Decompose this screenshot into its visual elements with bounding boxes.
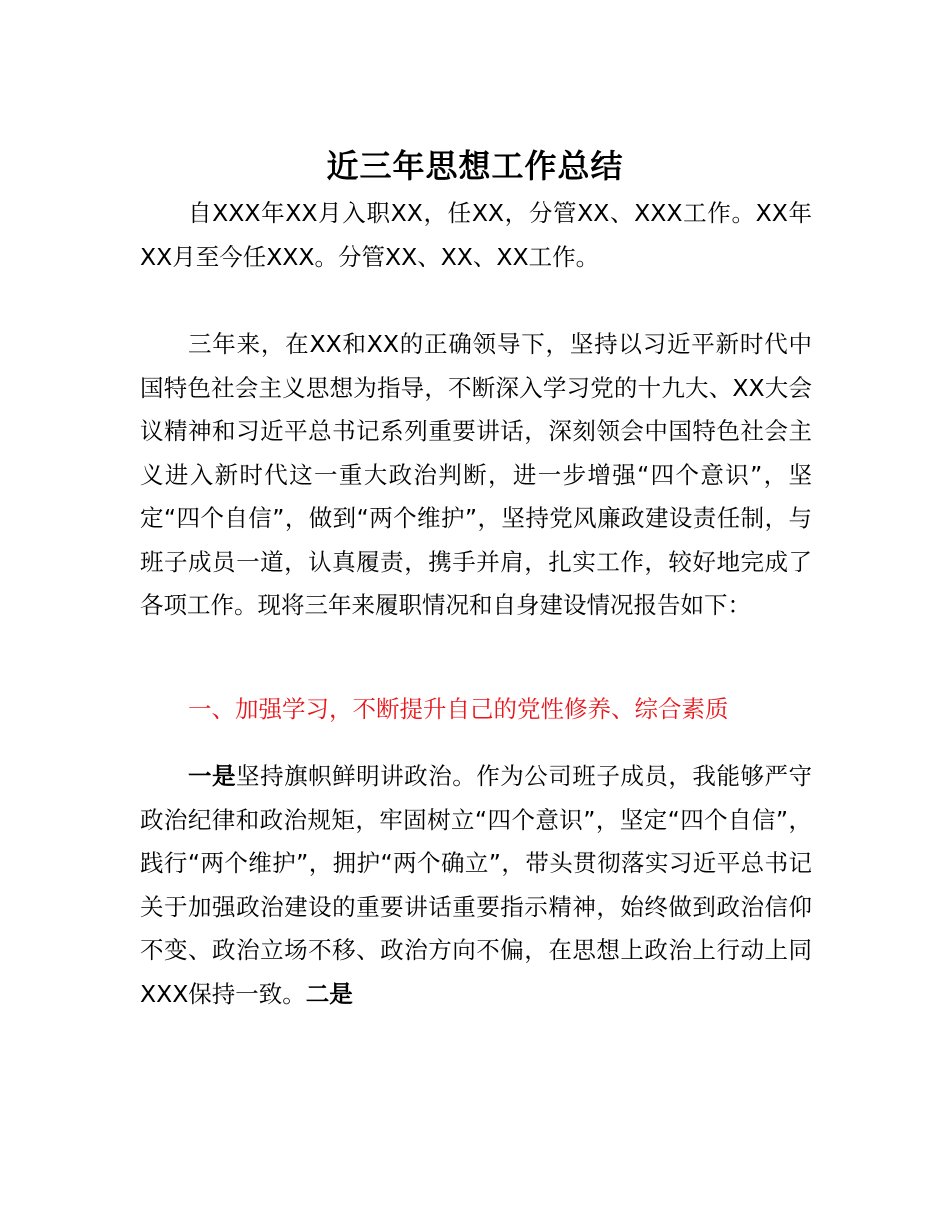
lead-bold-text: 一是 — [188, 762, 237, 790]
document-title: 近三年思想工作总结 — [326, 147, 624, 185]
tail-bold-text: 二是 — [305, 979, 353, 1008]
paragraph-point-one — [140, 755, 812, 1016]
section-heading-study: 一、加强学习，不断提升自己的党性修养、综合素质 — [188, 695, 729, 723]
paragraph-intro: 自XXX年XX月入职XX，任XX，分管XX、XXX工作。XX年XX月至今任XXX。分管XX、XX、XX工作。 — [140, 199, 812, 271]
point-one-text: 坚持旗帜鲜明讲政治。作为公司班子成员，我能够严守政治纪律和政治规矩，牢固树立“四个意识”，坚定“四个自信”，践行“两个维护”，拥护“两个确立”，带头贯彻落实习近平总书记关于加强政治建设的重要讲话重要指示精神，始终做到政治信仰不变、政治立场不移、政治方向不偏，在思想上政治上行动上同XXX保持一致。 — [140, 762, 813, 1008]
paragraph-overview: 三年来，在XX和XX的正确领导下，坚持以习近平新时代中国特色社会主义思想为指导，不断深入学习党的十九大、XX大会议精神和习近平总书记系列重要讲话，深刻领会中国特色社会主义进入新时代这一重大政治判断，进一步增强“四个意识”，坚定“四个自信”，做到“两个维护”，坚持党风廉政建设责任制，与班子成员一道，认真履责，携手并肩，扎实工作，较好地完成了各项工作。现将三年来履职情况和自身建设情况报告如下： — [140, 330, 812, 619]
